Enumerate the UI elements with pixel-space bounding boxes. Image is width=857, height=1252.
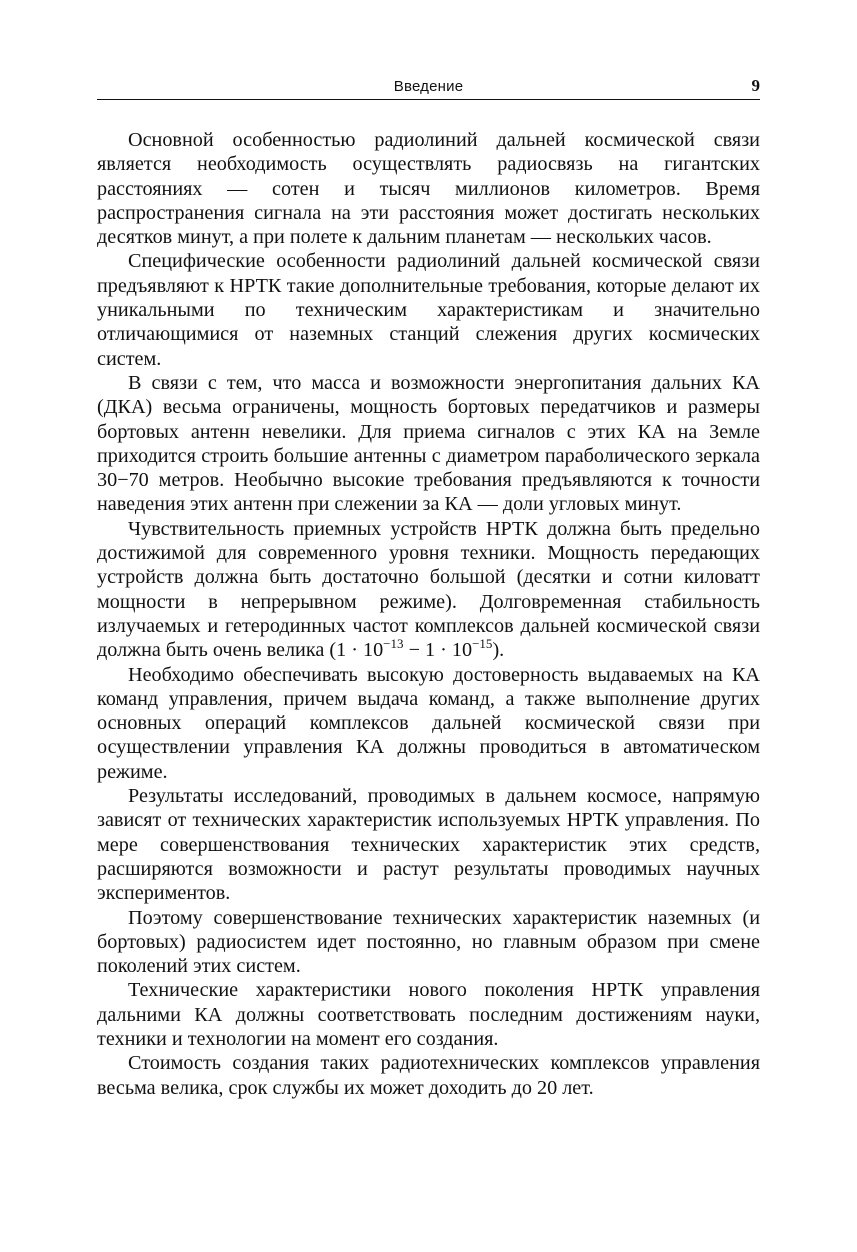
expression-open: (1 · 10	[329, 639, 384, 662]
paragraph-specific-requirements: Специфические особенности радиолиний дальней космической связи предъявляют к НРТК такие дополнительные требования, которые делают их уникальными по техническим характеристикам и значительно отличающимися от наземных станций слежения других космических систем.	[97, 250, 760, 370]
exponent-minus-15: −15	[472, 636, 493, 652]
paragraph-sensitivity	[97, 517, 760, 663]
frequency-stability-expression	[329, 636, 505, 662]
paragraph-distance-features: Основной особенностью радиолиний дальней космической связи является необходимость осуществлять радиосвязь на гигантских расстояниях — сотен и тысяч миллионов километров. Время распространения сигнала на эти расстояния может достигать нескольких десятков минут, а при полете к дальним планетам — нескольких часов.	[97, 129, 760, 249]
running-header	[97, 72, 760, 100]
body-text	[97, 128, 760, 1100]
paragraph-cost: Стоимость создания таких радиотехнических комплексов управления весьма велика, срок службы их может доходить до 20 лет.	[97, 1052, 760, 1099]
page-number: 9	[751, 76, 760, 95]
expression-close: ).	[492, 639, 505, 662]
paragraph-command-reliability: Необходимо обеспечивать высокую достоверность выдаваемых на КА команд управления, причем выдача команд, а также выполнение других основных операций комплексов дальней космической связи при осуществлении управления КА должны проводиться в автоматическом режиме.	[97, 663, 760, 783]
exponent-minus-13: −13	[383, 636, 404, 652]
paragraph-new-generation: Технические характеристики нового поколения НРТК управления дальними КА должны соответствовать последним достижениям науки, техники и технологии на момент его создания.	[97, 979, 760, 1050]
paragraph-system-improvement: Поэтому совершенствование технических характеристик наземных (и бортовых) радиосистем идет постоянно, но главным образом при смене поколений этих систем.	[97, 906, 760, 978]
expression-middle: − 1 · 10	[403, 639, 473, 662]
paragraph-antenna-size: В связи с тем, что масса и возможности энергопитания дальних КА (ДКА) весьма ограничены, мощность бортовых передатчиков и размеры бортовых антенн невелики. Для приема сигналов с этих КА на Земле приходится строить большие антенны с диаметром параболического зеркала 30−70 метров. Необычно высокие требования предъявляются к точности наведения этих антенн при слежении за КА — доли угловых минут.	[97, 371, 760, 516]
sensitivity-text: Чувствительность приемных устройств НРТК должна быть предельно достижимой для современного уровня техники. Мощность передающих устройств должна быть достаточно большой (десятки и сотни киловатт мощности в непрерывном режиме). Долговременная стабильность излучаемых и гетеродинных частот комплексов дальней космической связи должна быть очень велика	[97, 517, 760, 662]
paragraph-research-results: Результаты исследований, проводимых в дальнем космосе, напрямую зависят от технических характеристик используемых НРТК управления. По мере совершенствования технических характеристик этих средств, расширяются возможности и растут результаты проводимых научных экспериментов.	[97, 785, 760, 905]
chapter-title: Введение	[393, 78, 464, 95]
book-page	[97, 72, 760, 1100]
